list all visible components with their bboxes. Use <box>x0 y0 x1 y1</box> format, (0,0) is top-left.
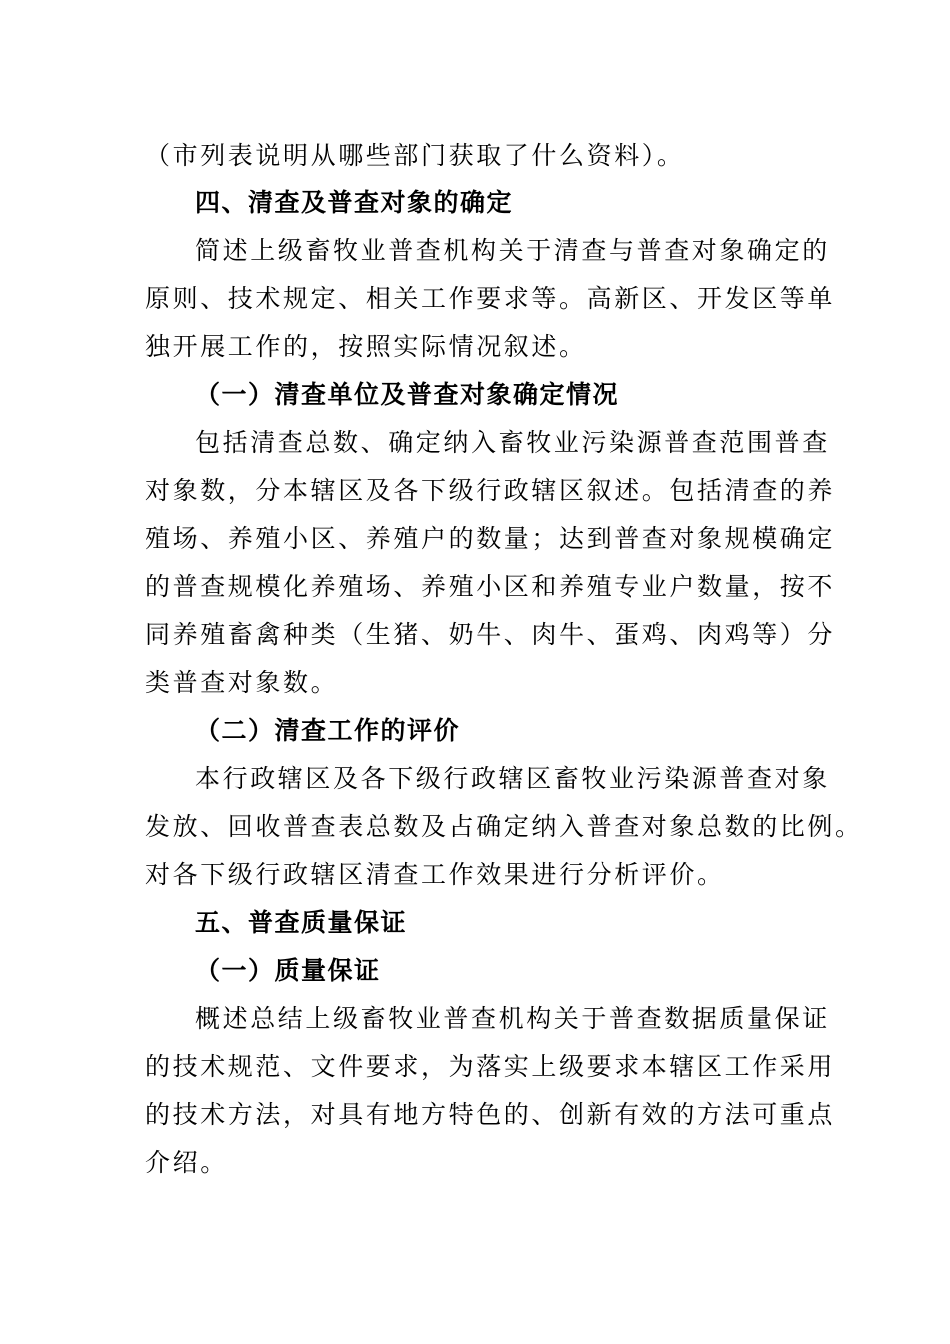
section-heading-4: 四、清查及普查对象的确定 <box>195 188 514 217</box>
body-text-line: 类普查对象数。 <box>145 668 339 697</box>
body-text-line: 的普查规模化养殖场、养殖小区和养殖专业户数量，按不 <box>145 572 836 601</box>
body-text-line: 独开展工作的，按照实际情况叙述。 <box>145 332 587 361</box>
body-text-line: 介绍。 <box>145 1148 228 1177</box>
body-text-line: 原则、技术规定、相关工作要求等。高新区、开发区等单 <box>145 284 836 313</box>
body-text-line: 殖场、养殖小区、养殖户的数量；达到普查对象规模确定 <box>145 524 836 553</box>
body-text-line: 同养殖畜禽种类（生猪、奶牛、肉牛、蛋鸡、肉鸡等）分 <box>145 620 836 649</box>
section-heading-5: 五、普查质量保证 <box>195 908 408 937</box>
body-text-line: 发放、回收普查表总数及占确定纳入普查对象总数的比例。 <box>145 812 863 841</box>
body-text-line: 包括清查总数、确定纳入畜牧业污染源普查范围普查 <box>195 428 830 457</box>
body-text-line: 本行政辖区及各下级行政辖区畜牧业污染源普查对象 <box>195 764 830 793</box>
body-text-line: 对象数，分本辖区及各下级行政辖区叙述。包括清查的养 <box>145 476 836 505</box>
body-text-line: 的技术规范、文件要求，为落实上级要求本辖区工作采用 <box>145 1052 836 1081</box>
body-text-line: 简述上级畜牧业普查机构关于清查与普查对象确定的 <box>195 236 830 265</box>
body-text-line: 的技术方法，对具有地方特色的、创新有效的方法可重点 <box>145 1100 836 1129</box>
body-text-line: 概述总结上级畜牧业普查机构关于普查数据质量保证 <box>195 1004 830 1033</box>
subsection-heading-quality: （一）质量保证 <box>195 956 381 985</box>
body-text-line: 对各下级行政辖区清查工作效果进行分析评价。 <box>145 860 725 889</box>
body-text-line: （市列表说明从哪些部门获取了什么资料）。 <box>145 141 685 170</box>
subsection-heading-2: （二）清查工作的评价 <box>195 716 461 745</box>
subsection-heading-1: （一）清查单位及普查对象确定情况 <box>195 380 620 409</box>
